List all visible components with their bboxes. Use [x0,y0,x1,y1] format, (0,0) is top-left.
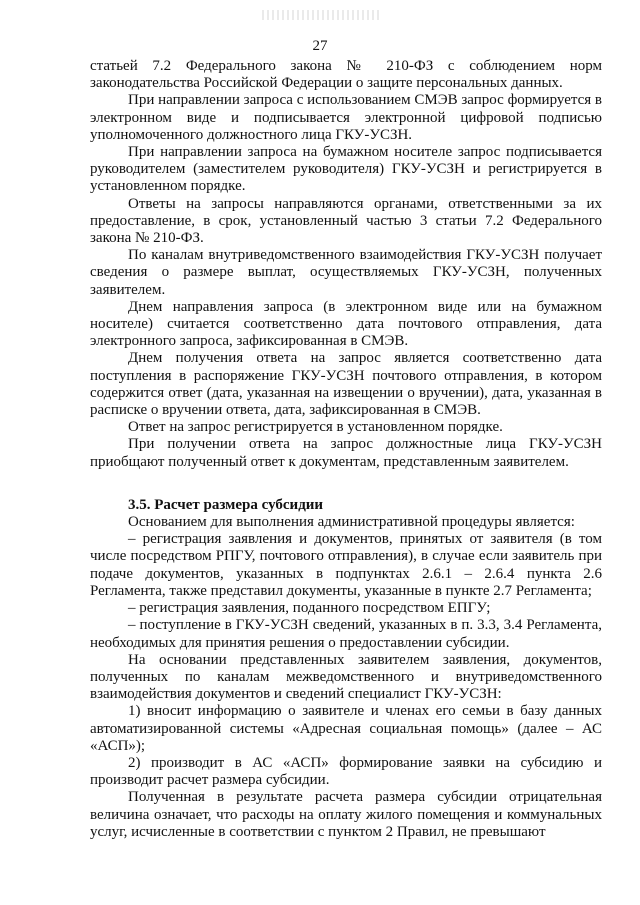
list-item: – регистрация заявления, поданного посредством ЕПГУ; [128,600,491,617]
paragraph: По каналам внутриведомственного взаимодействия ГКУ-УСЗН получает сведения о размере выплат, осуществляемых ГКУ-УСЗН, полученных заявителем. [90,247,602,298]
paragraph: На основании представленных заявителем заявления, документов, полученных по каналам межведомственного и внутриведомственного взаимодействия документов и сведений специалист ГКУ-УСЗН: [90,651,602,703]
paragraph: Днем направления запроса (в электронном виде или на бумажном носителе) считается соответственно дата почтового отправления, дата электронного запроса, зафиксированная в СМЭВ. [90,298,602,350]
paragraph: При направлении запроса на бумажном носителе запрос подписывается руководителем (заместителем руководителя) ГКУ-УСЗН и регистрируется в установленном порядке. [90,144,602,195]
section-heading: 3.5. Расчет размера субсидии [128,496,324,513]
paragraph-continuation: статьей 7.2 Федерального закона № 210-ФЗ с соблюдением норм законодательства Российской Федерации о защите персональных данных. [90,58,602,92]
paragraph: Ответы на запросы направляются органами, ответственными за их предоставление, в срок, установленный частью 3 статьи 7.2 Федерального закона № 210-ФЗ. [90,195,602,247]
paragraph: При получении ответа на запрос должностные лица ГКУ-УСЗН приобщают полученный ответ к документам, представленным заявителем. [90,436,602,470]
list-item: 2) производит в АС «АСП» формирование заявки на субсидию и производит расчет размера субсидии. [90,754,602,789]
list-item: – регистрация заявления и документов, принятых от заявителя (в том числе посредством РПГУ, почтового отправления), в случае если заявитель при подаче документов, указанных в подпунктах 2.6.1 – 2.6.4 пункта 2.6 Регламента, также представил документы, указанные в пункте 2.7 Регламента; [90,531,602,599]
paragraph: Ответ на запрос регистрируется в установленном порядке. [128,419,503,436]
paragraph: При направлении запроса с использованием СМЭВ запрос формируется в электронном виде и подписывается электронной цифровой подписью уполномоченного должностного лица ГКУ-УСЗН. [90,92,602,143]
paragraph: Полученная в результате расчета размера субсидии отрицательная величина означает, что расходы на оплату жилого помещения и коммунальных услуг, исчисленные в соответствии с пунктом 2 Правил, не превышают [90,789,602,840]
list-item: 1) вносит информацию о заявителе и членах его семьи в базу данных автоматизированной системы «Адресная социальная помощь» (далее – АС «АСП»); [90,703,602,754]
document-body [90,58,602,841]
list-item: – поступление в ГКУ-УСЗН сведений, указанных в п. 3.3, 3.4 Регламента, необходимых для принятия решения о предоставлении субсидии. [90,617,602,651]
page-number: 27 [312,38,328,54]
scan-artifact [262,10,382,20]
paragraph: Днем получения ответа на запрос является соответственно дата поступления в распоряжение ГКУ-УСЗН почтового отправления, в котором содержится ответ (дата, указанная на извещении о вручении), дата, указанная в расписке о вручении ответа, дата, зафиксированная в СМЭВ. [90,350,602,419]
paragraph: Основанием для выполнения административной процедуры является: [128,514,575,531]
